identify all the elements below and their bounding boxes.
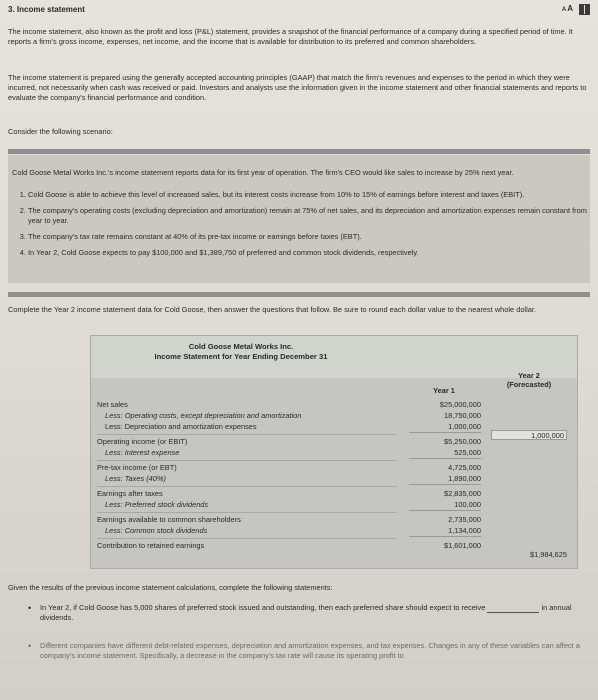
answer-dropdown[interactable] — [487, 605, 539, 613]
table-row: Less: Preferred stock dividends 100,000 — [105, 500, 481, 509]
section-divider — [8, 292, 590, 297]
year2-retained-earnings-value: $1,984,625 — [530, 550, 567, 559]
section-title: 3. Income statement — [8, 5, 85, 14]
table-row: Less: Interest expense 525,000 — [105, 448, 481, 457]
book-icon[interactable] — [579, 4, 590, 15]
income-statement-table — [90, 335, 578, 569]
table-row: Less: Taxes (40%) 1,890,000 — [105, 474, 481, 483]
scenario-item: 2. The company's operating costs (excluding depreciation and amortization) remain at 75% of net sales, and its depreciation and amortization expenses remain constant from year to year. — [28, 206, 596, 226]
table-row: Contribution to retained earnings $1,601,000 — [97, 541, 481, 550]
text-size-button[interactable]: AA — [561, 4, 573, 14]
instruction-text: Complete the Year 2 income statement data for Cold Goose, then answer the questions that follow. Be sure to round each dollar value to the nearest whole dollar. — [8, 305, 536, 314]
column-header-year1: Year 1 — [433, 386, 455, 395]
list-item: • In Year 2, if Cold Goose has 5,000 shares of preferred stock issued and outstanding, then each preferred share should expect to receive in annual dividends. — [28, 603, 584, 623]
scenario-item: 1. Cold Goose is able to achieve this level of increased sales, but its interest costs increase from 10% to 15% of earnings before interest and taxes (EBIT). — [28, 190, 596, 200]
column-header-year2: Year 2 (Forecasted) — [506, 371, 552, 389]
intro-paragraph-2: The income statement is prepared using the generally accepted accounting principles (GAAP) that match the firm's revenues and expenses to the period in which they were incurred, not necessarily when cash was received or paid. Investors and analysts use the information given in the income statement and other financial statements and reports to evaluate the company's financial performance and condition. — [8, 73, 587, 102]
scenario-lead: Cold Goose Metal Works Inc.'s income statement reports data for its first year of operation. The firm's CEO would like sales to increase by 25% next year. — [12, 168, 514, 177]
scenario-box — [8, 155, 590, 283]
statement-list — [28, 603, 584, 679]
table-row: Earnings after taxes $2,835,000 — [97, 489, 481, 498]
consider-text: Consider the following scenario: — [8, 127, 113, 136]
scenario-item: 4. In Year 2, Cold Goose expects to pay $100,000 and $1,389,750 of preferred and common stock dividends, respectively. — [28, 248, 596, 258]
table-title: Cold Goose Metal Works Inc. — [188, 342, 294, 351]
scenario-list — [12, 190, 596, 264]
table-row: Net sales $25,000,000 — [97, 400, 481, 409]
table-row: Pre-tax income (or EBT) 4,725,000 — [97, 463, 481, 472]
intro-paragraph-1: The income statement, also known as the profit and loss (P&L) statement, provides a snapshot of the financial performance of a company during a specified period of time. It reports a firm's gross income, expenses, net income, and the income that is available for distribution to its preferred and common shareholders. — [8, 27, 573, 46]
table-row: Less: Common stock dividends 1,134,000 — [105, 526, 481, 535]
scenario-item: 3. The company's tax rate remains constant at 40% of its pre-tax income or earnings before taxes (EBT). — [28, 232, 596, 242]
table-row: Earnings available to common shareholders 2,735,000 — [97, 515, 481, 524]
table-subtitle: Income Statement for Year Ending December 31 — [154, 352, 328, 361]
table-row: Less: Operating costs, except depreciation and amortization 18,750,000 — [105, 411, 481, 420]
section-divider — [8, 149, 590, 154]
header-tools — [562, 4, 590, 15]
table-row: Less: Depreciation and amortization expenses 1,000,000 — [105, 422, 481, 431]
year2-depreciation-input[interactable]: 1,000,000 — [491, 430, 567, 440]
header — [8, 4, 590, 18]
given-text: Given the results of the previous income statement calculations, complete the following statements: — [8, 583, 333, 592]
table-row: Operating income (or EBIT) $5,250,000 — [97, 437, 481, 446]
list-item: • Different companies have different debt-related expenses, depreciation and amortization expenses, and tax expenses. Changes in any of these variables can affect a company's income statement. Specifically, a decrease in the company's tax rate will cause its operating profit to — [28, 641, 584, 661]
